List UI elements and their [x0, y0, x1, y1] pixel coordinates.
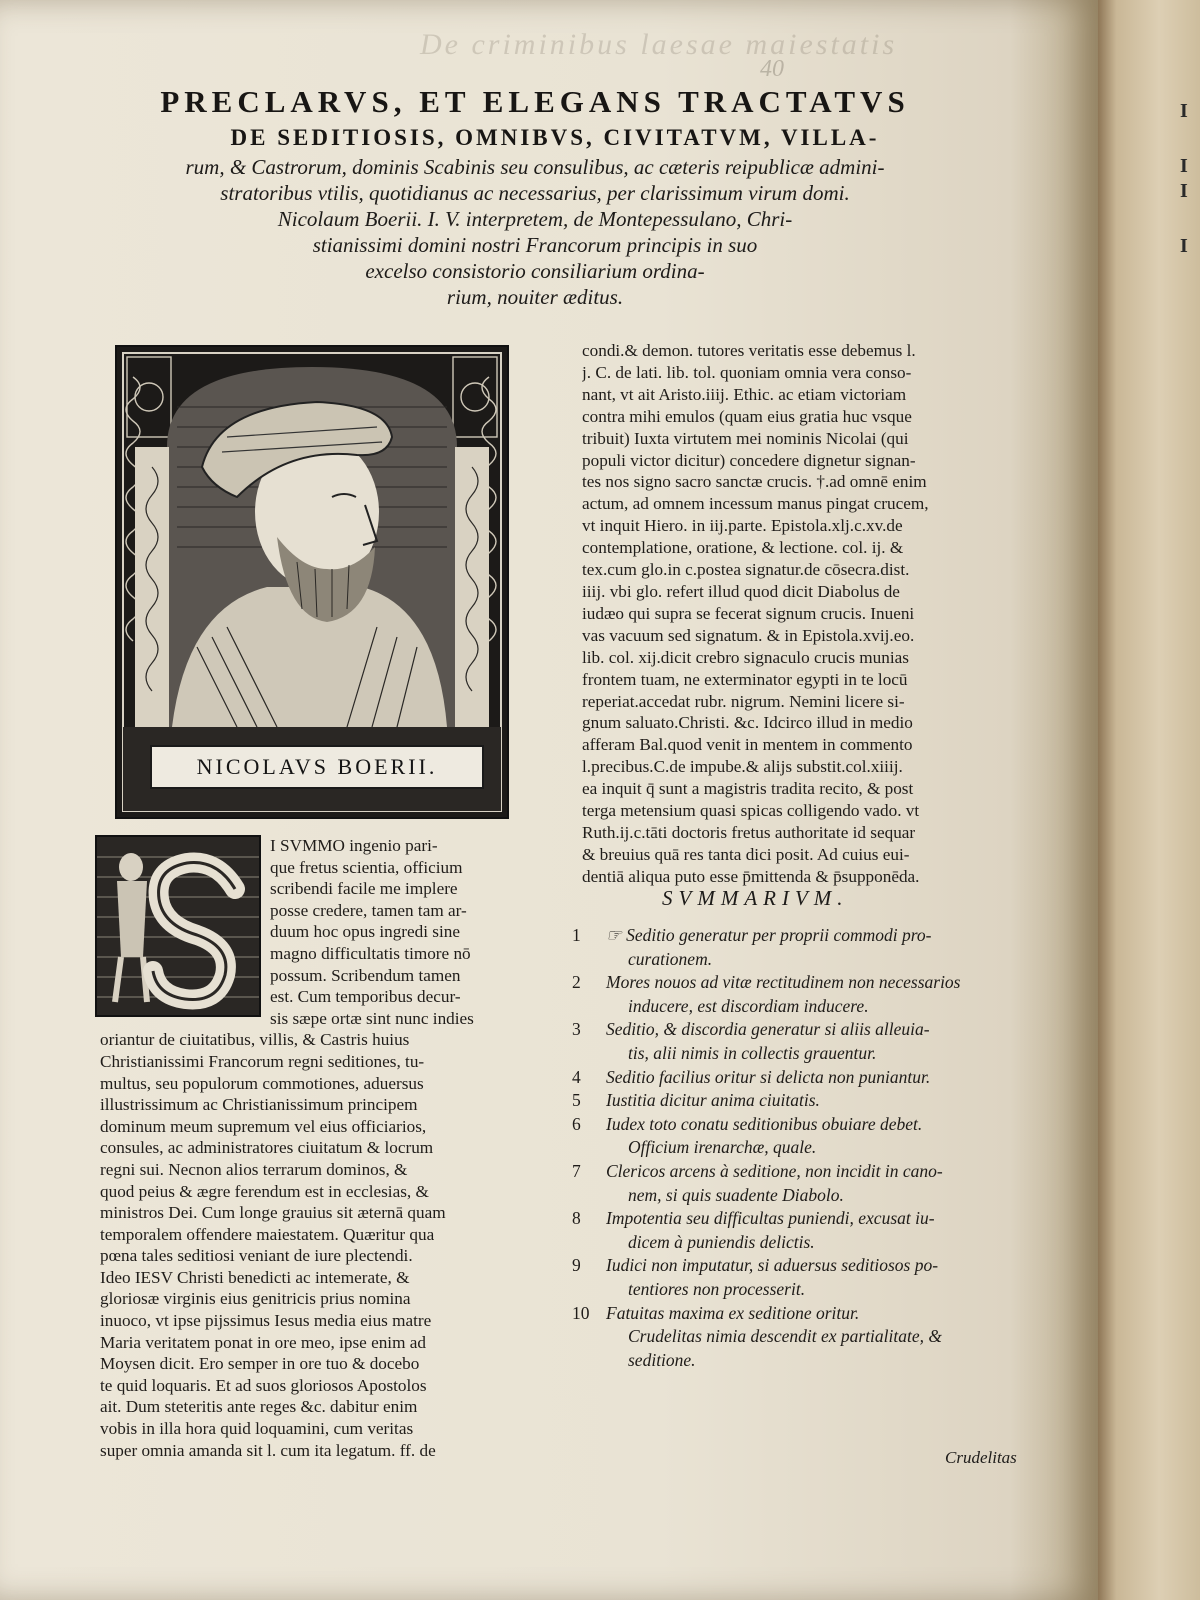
title-line-8: rium, nouiter æditus.	[446, 285, 624, 309]
text-line: terga metensium quasi spicas colligendo vado. vt	[582, 801, 920, 821]
text-line: Christianissimi Francorum regni seditiones, tu-	[100, 1051, 425, 1071]
summary-item	[572, 1066, 1052, 1090]
text-line: que fretus scientia, officium	[270, 857, 463, 877]
summary-continuation: curationem.	[628, 948, 713, 969]
title-line-2: DE SEDITIOSIS, OMNIBVS, CIVITATVM, VILLA-	[230, 125, 880, 150]
text-line: lib. col. xij.dicit crebro signaculo crucis munias	[582, 647, 909, 667]
text-line: regni sui. Necnon alios terrarum dominos, &	[100, 1159, 408, 1179]
text-line: gloriosæ virginis eius genitricis prius nomina	[100, 1289, 411, 1309]
text-line: consules, ac administratores ciuitatum & locrum	[100, 1138, 434, 1158]
summary-number: 6	[572, 1113, 581, 1134]
text-line: illustrissimum ac Christianissimum principem	[100, 1095, 418, 1115]
text-line: scribendi facile me implere	[270, 879, 458, 899]
summary-item	[572, 971, 1052, 1018]
summary-continuation: inducere, est discordiam inducere.	[628, 995, 869, 1016]
text-line: frontem tuam, ne exterminator egypti in te locū	[582, 669, 908, 689]
summary-item	[572, 1349, 1052, 1373]
summary-item	[572, 1018, 1052, 1065]
text-line: tes nos signo sacro sanctæ crucis. †.ad omnē enim	[582, 472, 927, 492]
facing-page-edge	[1098, 0, 1200, 1600]
summary-text: Seditio facilius oritur si delicta non puniantur.	[606, 1066, 931, 1087]
text-line: vobis in illa hora quid loquamini, cum veritas	[100, 1419, 414, 1439]
text-line: reperiat.accedat rubr. nigrum. Nemini licere si-	[582, 691, 905, 711]
summary-continuation: tentiores non processerit.	[628, 1278, 806, 1299]
text-line: iiij. vbi glo. refert illud quod dicit Diabolus de	[582, 581, 900, 601]
text-line: ait. Dum steteritis ante reges &c. dabitur enim	[100, 1397, 418, 1417]
text-line: nant, vt ait Aristo.iiij. Ethic. ac etiam victoriam	[582, 384, 907, 404]
text-line: ministros Dei. Cum longe grauius sit æternā quam	[100, 1203, 446, 1223]
text-line: temporalem offendere maiestatem. Quæritur qua	[100, 1224, 435, 1244]
summarium-list	[572, 924, 1052, 1372]
text-line: te quid loquaris. Et ad suos gloriosos Apostolos	[100, 1375, 427, 1395]
summary-text: Clericos arcens à seditione, non incidit in cano-	[606, 1160, 943, 1181]
text-line: multus, seu populorum commotiones, aduersus	[100, 1073, 424, 1093]
summary-number: 4	[572, 1066, 581, 1087]
text-line: tribuit) Iuxta virtutem mei nominis Nicolai (qui	[582, 428, 909, 448]
text-line: Ideo IESV Christi benedicti ac intemerate, &	[100, 1267, 410, 1287]
text-line: vas vacuum sed signatum. & in Epistola.xvij.eo.	[582, 625, 915, 645]
summary-text: Seditio, & discordia generatur si aliis alleuia-	[606, 1019, 930, 1040]
text-line: magno difficultatis timore nō	[270, 943, 471, 963]
title-line-6: stianissimi domini nostri Francorum principis in suo	[312, 233, 758, 257]
summary-text: Impotentia seu difficultas puniendi, excusat iu-	[606, 1208, 935, 1229]
text-line: j. C. de lati. lib. tol. quoniam omnia vera conso-	[582, 362, 912, 382]
text-line: est. Cum temporibus decur-	[270, 987, 461, 1007]
text-line: tex.cum glo.in c.postea signatur.de cōsecra.dist.	[582, 560, 910, 580]
title-line-5: Nicolaum Boerii. I. V. interpretem, de Montepessulano, Chri-	[277, 207, 793, 231]
text-line: populi victor dicitur) concedere dignetur signan-	[582, 450, 916, 470]
catchword: Crudelitas	[945, 1448, 1017, 1467]
summary-continuation: tis, alii nimis in collectis grauentur.	[628, 1042, 877, 1063]
title-line-4: stratoribus vtilis, quotidianus ac necessarius, per clarissimum virum domi.	[220, 181, 850, 205]
folio-number: 40	[760, 56, 784, 82]
summary-number: 9	[572, 1255, 581, 1276]
summary-number: 5	[572, 1090, 581, 1111]
summary-item	[572, 1160, 1052, 1207]
summary-number: 2	[572, 972, 581, 993]
summary-continuation: Officium irenarchæ, quale.	[628, 1137, 817, 1158]
text-line: Ruth.ij.c.tāti doctoris fretus authoritate id sequar	[582, 822, 916, 842]
right-column-text	[582, 340, 1052, 888]
summary-continuation: Crudelitas nimia descendit ex partialitate, &	[628, 1326, 942, 1347]
text-line: contemplatione, oratione, & lectione. col. ij. &	[582, 538, 904, 558]
summary-item	[572, 1207, 1052, 1254]
text-line: Maria veritatem ponat in ore meo, ipse enim ad	[100, 1332, 426, 1352]
text-line: condi.& demon. tutores veritatis esse debemus l.	[582, 341, 916, 360]
title-block	[40, 82, 1030, 310]
summary-text: Fatuitas maxima ex seditione oritur.	[606, 1302, 860, 1323]
text-line: l.precibus.C.de impube.& alijs substit.col.xiiij.	[582, 757, 903, 777]
summary-number: 1	[572, 925, 581, 945]
text-line: quod peius & ægre ferendum est in ecclesias, &	[100, 1181, 429, 1201]
summarium-heading: SVMMARIVM.	[662, 886, 849, 910]
summary-item	[572, 1089, 1052, 1113]
text-line: duum hoc opus ingredi sine	[270, 922, 460, 942]
text-line: super omnia amanda sit l. cum ita legatum. ff. de	[100, 1440, 436, 1460]
text-line: I SVMMO ingenio pari-	[270, 836, 438, 855]
facing-page-mark: I	[1180, 100, 1188, 122]
summary-text: Mores nouos ad vitæ rectitudinem non necessarios	[606, 972, 961, 993]
summary-text: Iudex toto conatu seditionibus obuiare debet.	[606, 1113, 923, 1134]
text-line: oriantur de ciuitatibus, villis, & Castris huius	[100, 1030, 410, 1050]
title-line-1: PRECLARVS, ET ELEGANS TRACTATVS	[160, 84, 910, 119]
summary-number: 7	[572, 1160, 581, 1181]
facing-page-mark: I	[1180, 235, 1188, 257]
summary-item	[572, 1113, 1052, 1160]
summary-item	[572, 924, 1052, 971]
facing-page-mark: I	[1180, 180, 1188, 202]
text-line: Moysen dicit. Ero semper in ore tuo & docebo	[100, 1354, 420, 1374]
text-line: dentiā aliqua puto esse p̄mittenda & p̄supponēda.	[582, 866, 920, 886]
summary-item	[572, 1302, 1052, 1349]
summary-item	[572, 1254, 1052, 1301]
summary-continuation: nem, si quis suadente Diabolo.	[628, 1184, 844, 1205]
running-head-bleed: De criminibus laesae maiestatis	[420, 28, 898, 61]
text-line: ea inquit q̄ sunt a magistris tradita recito, & post	[582, 779, 914, 799]
left-column-text	[100, 835, 565, 1461]
summary-number: 10	[572, 1302, 590, 1323]
text-line: iudæo qui supra se fecerat signum crucis. Inueni	[582, 603, 915, 623]
facing-page-mark: I	[1180, 155, 1188, 177]
text-line: pœna tales seditiosi veniant de iure plectendi.	[100, 1246, 413, 1266]
summary-text: Iustitia dicitur anima ciuitatis.	[606, 1090, 820, 1111]
text-line: dominum meum supremum vel eius officiarios,	[100, 1116, 427, 1136]
text-line: possum. Scribendum tamen	[270, 965, 461, 985]
text-line: contra mihi emulos (quam eius gratia huc vsque	[582, 406, 912, 426]
summary-number: 3	[572, 1019, 581, 1040]
text-line: gnum saluato.Christi. &c. Idcirco illud in medio	[582, 713, 913, 733]
summary-number: 8	[572, 1208, 581, 1229]
summary-text: Iudici non imputatur, si aduersus seditiosos po-	[606, 1255, 939, 1276]
title-line-7: excelso consistorio consiliarium ordina-	[365, 259, 705, 283]
portrait-caption: NICOLAVS BOERII.	[150, 745, 484, 789]
text-line: actum, ad omnem incessum manus pingat crucem,	[582, 494, 929, 514]
text-line: sis sæpe ortæ sint nunc indies	[270, 1008, 474, 1028]
text-line: inuoco, vt ipse pijssimus Iesus media eius matre	[100, 1311, 432, 1331]
summary-continuation: seditione.	[628, 1349, 696, 1370]
title-line-3: rum, & Castrorum, dominis Scabinis seu consulibus, ac cæteris reipublicæ admini-	[185, 155, 885, 179]
text-line: posse credere, tamen tam ar-	[270, 900, 467, 920]
summary-text: ☞ Seditio generatur per proprii commodi pro-	[606, 925, 932, 945]
text-line: afferam Bal.quod venit in mentem in commento	[582, 735, 913, 755]
summary-continuation: dicem à puniendis delictis.	[628, 1231, 815, 1252]
text-line: & breuius quā res tanta dici posit. Ad cuius eui-	[582, 844, 910, 864]
text-line: vt inquit Hiero. in iij.parte. Epistola.xlj.c.xv.de	[582, 516, 903, 536]
